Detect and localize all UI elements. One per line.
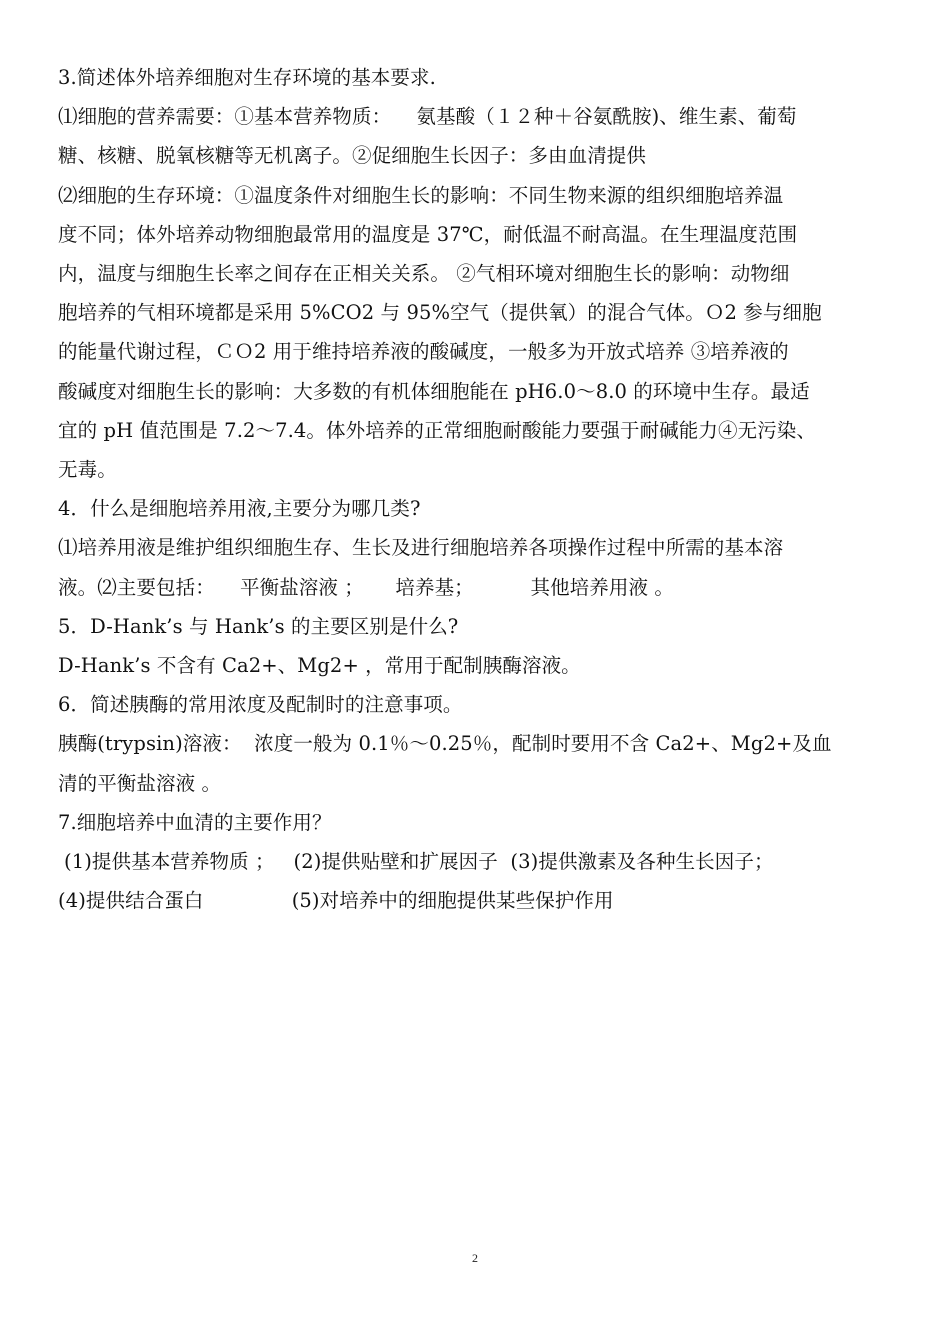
question-3-heading: 3.简述体外培养细胞对生存环境的基本要求. xyxy=(58,66,436,89)
answer-3-line-4: 度不同；体外培养动物细胞最常用的温度是 37℃，耐低温不耐高温。在生理温度范围 xyxy=(58,222,798,246)
answer-3-line-10: 无毒。 xyxy=(58,458,117,482)
question-4-heading: 4．什么是细胞培养用液,主要分为哪几类? xyxy=(58,497,421,521)
answer-3-line-9: 宜的 pH 值范围是 7.2～7.4。体外培养的正常细胞耐酸能力要强于耐碱能力④无污染、 xyxy=(58,418,817,442)
answer-3-line-6: 胞培养的气相环境都是采用 5%CO2 与 95%空气（提供氧）的混合气体。Ｏ2 参与细胞 xyxy=(58,301,822,325)
question-7-heading: 7.细胞培养中血清的主要作用？ xyxy=(58,810,332,834)
answer-6-line-2: 清的平衡盐溶液 。 xyxy=(58,771,222,795)
answer-7-line-1: (1)提供基本营养物质 ； (2)提供贴壁和扩展因子 (3)提供激素及各种生长因子； xyxy=(64,850,774,874)
document-body xyxy=(58,58,894,920)
answer-6-line-1: 胰酶(trypsin)溶液： 浓度一般为 0.1％～0.25％，配制时要用不含 Ca2+、Mg2+及血 xyxy=(58,732,832,756)
question-6-heading: 6．简述胰酶的常用浓度及配制时的注意事项。 xyxy=(58,693,463,717)
question-5-heading: 5．D-Hank’s 与 Hank’s 的主要区别是什么? xyxy=(58,614,459,638)
answer-3-line-8: 酸碱度对细胞生长的影响：大多数的有机体细胞能在 pH6.0～8.0 的环境中生存。最适 xyxy=(58,379,810,403)
answer-3-line-7: 的能量代谢过程，ＣＯ2 用于维持培养液的酸碱度，一般多为开放式培养 ③培养液的 xyxy=(58,340,789,364)
page-number: 2 xyxy=(472,1251,478,1265)
answer-3-line-1: ⑴细胞的营养需要：①基本营养物质： 氨基酸（１２种＋谷氨酰胺)、维生素、葡萄 xyxy=(58,105,797,129)
answer-3-line-3: ⑵细胞的生存环境：①温度条件对细胞生长的影响：不同生物来源的组织细胞培养温 xyxy=(58,183,784,207)
answer-3-line-5: 内，温度与细胞生长率之间存在正相关关系。 ②气相环境对细胞生长的影响：动物细 xyxy=(58,262,790,286)
answer-4-line-1: ⑴培养用液是维护组织细胞生存、生长及进行细胞培养各项操作过程中所需的基本溶 xyxy=(58,536,784,560)
answer-7-line-2: (4)提供结合蛋白 (5)对培养中的细胞提供某些保护作用 xyxy=(58,889,614,913)
answer-5-line-1: D-Hank’s 不含有 Ca2+、Mg2+ ，常用于配制胰酶溶液。 xyxy=(58,654,581,678)
answer-3-line-2: 糖、核糖、脱氧核糖等无机离子。②促细胞生长因子：多由血清提供 xyxy=(58,144,647,168)
answer-4-line-2: 液。⑵主要包括： 平衡盐溶液 ； 培养基； 其他培养用液 。 xyxy=(58,575,674,599)
